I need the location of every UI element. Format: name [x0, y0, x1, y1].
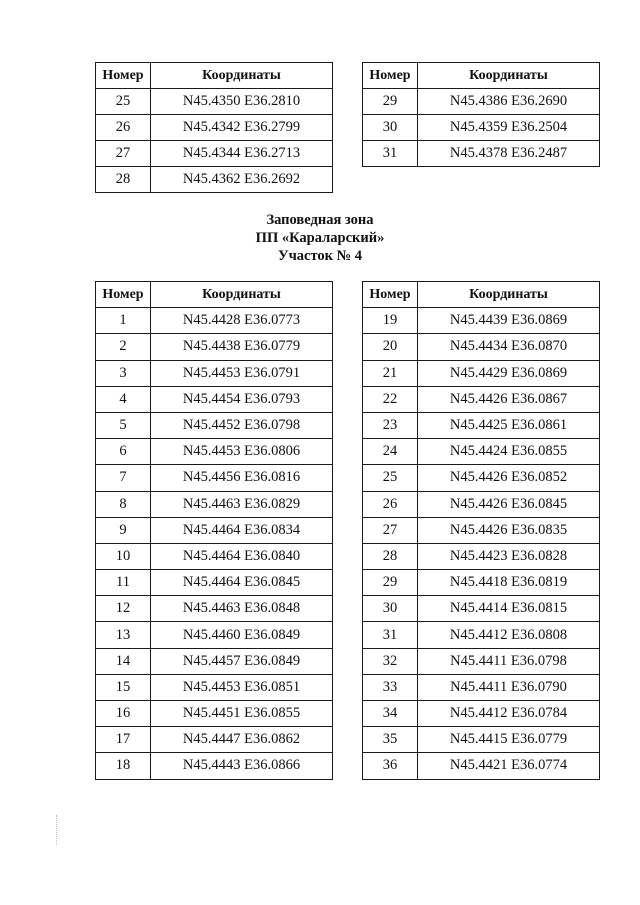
- table-row: [363, 543, 600, 569]
- point-number: 8: [96, 491, 151, 517]
- point-number: 9: [96, 517, 151, 543]
- header-number: Номер: [96, 282, 151, 308]
- table-row: [363, 89, 600, 115]
- point-number: 30: [363, 596, 418, 622]
- point-number: 26: [363, 491, 418, 517]
- table-row: [96, 360, 333, 386]
- point-coordinates: N45.4412 E36.0808: [418, 622, 600, 648]
- table-row: [96, 701, 333, 727]
- point-number: 12: [96, 596, 151, 622]
- point-number: 4: [96, 386, 151, 412]
- table-row: [363, 596, 600, 622]
- point-coordinates: N45.4378 E36.2487: [418, 141, 600, 167]
- point-coordinates: N45.4426 E36.0852: [418, 465, 600, 491]
- coordinates-table-bottom-left: [95, 281, 333, 780]
- point-number: 27: [96, 141, 151, 167]
- header-number: Номер: [96, 63, 151, 89]
- point-coordinates: N45.4464 E36.0840: [151, 543, 333, 569]
- point-coordinates: N45.4362 E36.2692: [151, 167, 333, 193]
- point-number: 13: [96, 622, 151, 648]
- point-coordinates: N45.4447 E36.0862: [151, 727, 333, 753]
- table-row: [363, 465, 600, 491]
- header-coordinates: Координаты: [418, 63, 600, 89]
- table-row: [96, 753, 333, 779]
- point-number: 15: [96, 674, 151, 700]
- table-row: [363, 412, 600, 438]
- point-number: 5: [96, 412, 151, 438]
- point-coordinates: N45.4418 E36.0819: [418, 570, 600, 596]
- point-number: 7: [96, 465, 151, 491]
- point-number: 30: [363, 115, 418, 141]
- zone-name: Заповедная зона: [266, 212, 374, 228]
- plot-number: Участок № 4: [277, 248, 363, 264]
- point-coordinates: N45.4460 E36.0849: [151, 622, 333, 648]
- point-number: 26: [96, 115, 151, 141]
- point-coordinates: N45.4425 E36.0861: [418, 412, 600, 438]
- point-coordinates: N45.4412 E36.0784: [418, 701, 600, 727]
- point-coordinates: N45.4438 E36.0779: [151, 334, 333, 360]
- table-header-row: [363, 282, 600, 308]
- table-row: [96, 596, 333, 622]
- point-coordinates: N45.4457 E36.0849: [151, 648, 333, 674]
- point-number: 16: [96, 701, 151, 727]
- table-row: [363, 386, 600, 412]
- point-number: 29: [363, 570, 418, 596]
- point-coordinates: N45.4342 E36.2799: [151, 115, 333, 141]
- point-coordinates: N45.4426 E36.0845: [418, 491, 600, 517]
- table-row: [96, 439, 333, 465]
- point-coordinates: N45.4386 E36.2690: [418, 89, 600, 115]
- header-number: Номер: [363, 282, 418, 308]
- point-number: 24: [363, 439, 418, 465]
- point-number: 33: [363, 674, 418, 700]
- point-coordinates: N45.4453 E36.0851: [151, 674, 333, 700]
- point-coordinates: N45.4443 E36.0866: [151, 753, 333, 779]
- point-number: 1: [96, 308, 151, 334]
- point-coordinates: N45.4451 E36.0855: [151, 701, 333, 727]
- table-row: [363, 674, 600, 700]
- point-coordinates: N45.4464 E36.0845: [151, 570, 333, 596]
- point-coordinates: N45.4344 E36.2713: [151, 141, 333, 167]
- point-coordinates: N45.4463 E36.0848: [151, 596, 333, 622]
- point-coordinates: N45.4415 E36.0779: [418, 727, 600, 753]
- table-row: [96, 491, 333, 517]
- point-number: 20: [363, 334, 418, 360]
- point-coordinates: N45.4454 E36.0793: [151, 386, 333, 412]
- table-row: [363, 570, 600, 596]
- point-number: 34: [363, 701, 418, 727]
- point-number: 17: [96, 727, 151, 753]
- table-row: [96, 89, 333, 115]
- table-row: [363, 141, 600, 167]
- point-coordinates: N45.4463 E36.0829: [151, 491, 333, 517]
- scan-speckles: [56, 815, 61, 845]
- table-row: [96, 308, 333, 334]
- header-coordinates: Координаты: [151, 282, 333, 308]
- table-row: [96, 517, 333, 543]
- point-number: 25: [363, 465, 418, 491]
- table-row: [363, 517, 600, 543]
- point-number: 28: [363, 543, 418, 569]
- point-coordinates: N45.4359 E36.2504: [418, 115, 600, 141]
- table-row: [363, 439, 600, 465]
- point-number: 25: [96, 89, 151, 115]
- header-coordinates: Координаты: [418, 282, 600, 308]
- table-header-row: [363, 63, 600, 89]
- table-row: [363, 727, 600, 753]
- table-row: [96, 334, 333, 360]
- point-number: 29: [363, 89, 418, 115]
- point-number: 36: [363, 753, 418, 779]
- table-row: [96, 167, 333, 193]
- point-number: 3: [96, 360, 151, 386]
- point-number: 6: [96, 439, 151, 465]
- point-number: 10: [96, 543, 151, 569]
- table-row: [363, 334, 600, 360]
- point-coordinates: N45.4350 E36.2810: [151, 89, 333, 115]
- table-row: [363, 115, 600, 141]
- point-coordinates: N45.4452 E36.0798: [151, 412, 333, 438]
- table-header-row: [96, 282, 333, 308]
- table-row: [363, 360, 600, 386]
- table-row: [96, 465, 333, 491]
- point-coordinates: N45.4453 E36.0791: [151, 360, 333, 386]
- point-coordinates: N45.4439 E36.0869: [418, 308, 600, 334]
- point-number: 23: [363, 412, 418, 438]
- header-coordinates: Координаты: [151, 63, 333, 89]
- point-number: 21: [363, 360, 418, 386]
- point-number: 18: [96, 753, 151, 779]
- point-coordinates: N45.4453 E36.0806: [151, 439, 333, 465]
- point-coordinates: N45.4426 E36.0867: [418, 386, 600, 412]
- table-row: [363, 622, 600, 648]
- point-coordinates: N45.4414 E36.0815: [418, 596, 600, 622]
- table-row: [96, 674, 333, 700]
- point-number: 22: [363, 386, 418, 412]
- table-header-row: [96, 63, 333, 89]
- point-number: 31: [363, 141, 418, 167]
- point-number: 14: [96, 648, 151, 674]
- point-number: 27: [363, 517, 418, 543]
- coordinates-table-top-right: [362, 62, 600, 167]
- point-number: 28: [96, 167, 151, 193]
- point-coordinates: N45.4411 E36.0790: [418, 674, 600, 700]
- coordinates-table-bottom-right: [362, 281, 600, 780]
- section-heading: [0, 211, 640, 265]
- table-row: [363, 491, 600, 517]
- table-row: [96, 622, 333, 648]
- point-number: 32: [363, 648, 418, 674]
- point-coordinates: N45.4428 E36.0773: [151, 308, 333, 334]
- point-coordinates: N45.4421 E36.0774: [418, 753, 600, 779]
- table-row: [96, 543, 333, 569]
- point-coordinates: N45.4429 E36.0869: [418, 360, 600, 386]
- point-coordinates: N45.4423 E36.0828: [418, 543, 600, 569]
- table-row: [363, 753, 600, 779]
- table-row: [363, 308, 600, 334]
- point-number: 35: [363, 727, 418, 753]
- table-row: [96, 386, 333, 412]
- point-coordinates: N45.4464 E36.0834: [151, 517, 333, 543]
- point-coordinates: N45.4456 E36.0816: [151, 465, 333, 491]
- coordinates-table-top-left: [95, 62, 333, 193]
- table-row: [96, 570, 333, 596]
- reserve-name: ПП «Караларский»: [255, 230, 385, 246]
- point-number: 11: [96, 570, 151, 596]
- point-number: 19: [363, 308, 418, 334]
- header-number: Номер: [363, 63, 418, 89]
- table-row: [363, 648, 600, 674]
- point-coordinates: N45.4426 E36.0835: [418, 517, 600, 543]
- table-row: [96, 648, 333, 674]
- point-coordinates: N45.4424 E36.0855: [418, 439, 600, 465]
- point-coordinates: N45.4434 E36.0870: [418, 334, 600, 360]
- table-row: [363, 701, 600, 727]
- point-number: 31: [363, 622, 418, 648]
- table-row: [96, 115, 333, 141]
- table-row: [96, 141, 333, 167]
- point-coordinates: N45.4411 E36.0798: [418, 648, 600, 674]
- table-row: [96, 412, 333, 438]
- table-row: [96, 727, 333, 753]
- point-number: 2: [96, 334, 151, 360]
